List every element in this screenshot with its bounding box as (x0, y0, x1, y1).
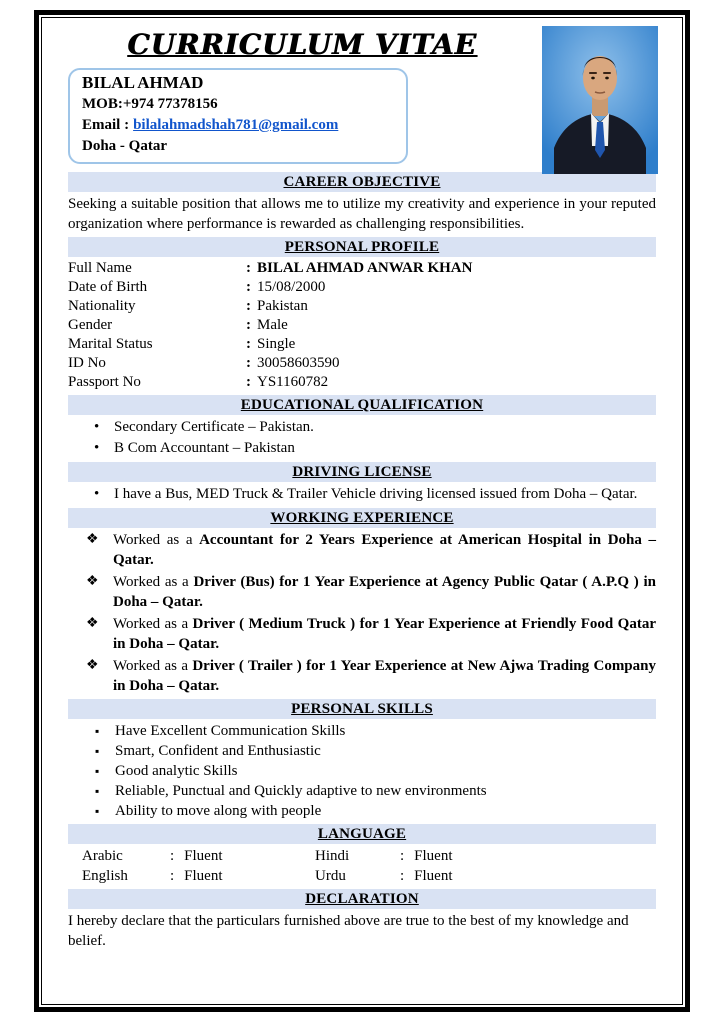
section-header-language (68, 824, 656, 844)
experience-item (68, 656, 656, 696)
skill-text: Good analytic Skills (115, 763, 238, 779)
profile-value: : Single (246, 336, 296, 352)
driving-license-list (68, 484, 656, 505)
section-header-personal-skills (68, 699, 656, 719)
skill-item (68, 761, 656, 781)
email-label: Email : (82, 117, 130, 133)
skills-list (68, 721, 656, 821)
experience-text: Worked as a Driver ( Medium Truck ) for 1 Year Experience at Friendly Food Qatar in Doha – Qatar. (113, 616, 656, 652)
page-frame (34, 10, 690, 1012)
square-bullet-icon: ▪ (95, 804, 100, 818)
email-link[interactable]: bilalahmadshah781@gmail.com (133, 117, 339, 133)
language-name: Hindi (315, 848, 350, 864)
skill-item (68, 721, 656, 741)
education-item (68, 417, 656, 438)
section-header-career-objective (68, 172, 656, 192)
language-row (68, 866, 656, 886)
profile-value: : 15/08/2000 (246, 279, 326, 295)
experience-text: Worked as a Driver ( Trailer ) for 1 Year Experience at New Ajwa Trading Company in Doha – Qatar. (113, 658, 656, 694)
profile-row (68, 297, 656, 316)
language-name: Arabic (82, 848, 123, 864)
profile-label: Marital Status (68, 336, 153, 352)
profile-row (68, 354, 656, 373)
section-title: PERSONAL PROFILE (284, 239, 440, 255)
skill-item (68, 741, 656, 761)
driving-license-item (68, 484, 656, 505)
personal-profile-table (68, 259, 656, 392)
skill-text: Smart, Confident and Enthusiastic (115, 743, 321, 759)
skill-item (68, 781, 656, 801)
diamond-bullet-icon: ❖ (86, 574, 99, 589)
section-title: EDUCATIONAL QUALIFICATION (240, 397, 484, 413)
page-title: CURRICULUM VITAE (127, 28, 477, 61)
language-level: : Fluent (170, 848, 223, 864)
experience-text: Worked as a Accountant for 2 Years Experience at American Hospital in Doha – Qatar. (113, 532, 656, 568)
section-title: CAREER OBJECTIVE (283, 174, 441, 190)
profile-value: : Male (246, 317, 288, 333)
diamond-bullet-icon: ❖ (86, 658, 99, 673)
profile-row (68, 373, 656, 392)
mobile-label: MOB: (82, 96, 123, 112)
contact-mobile (82, 94, 394, 115)
education-text: B Com Accountant – Pakistan (114, 440, 295, 456)
skill-text: Ability to move along with people (115, 803, 322, 819)
square-bullet-icon: ▪ (95, 784, 100, 798)
square-bullet-icon: ▪ (95, 764, 100, 778)
applicant-photo (542, 26, 658, 174)
profile-label: Nationality (68, 298, 136, 314)
section-title: DRIVING LICENSE (292, 464, 432, 480)
section-header-driving-license (68, 462, 656, 482)
section-header-declaration (68, 889, 656, 909)
profile-label: Passport No (68, 374, 141, 390)
profile-label: ID No (68, 355, 106, 371)
profile-value: : Pakistan (246, 298, 308, 314)
experience-text: Worked as a Driver (Bus) for 1 Year Experience at Agency Public Qatar ( A.P.Q ) in Doha – Qatar. (113, 574, 656, 610)
driving-license-text: I have a Bus, MED Truck & Trailer Vehicle driving licensed issued from Doha – Qatar. (114, 486, 638, 502)
section-title: LANGUAGE (317, 826, 407, 842)
section-header-education (68, 395, 656, 415)
profile-label: Gender (68, 317, 113, 333)
profile-value: : YS1160782 (246, 374, 329, 390)
language-level: : Fluent (400, 848, 453, 864)
experience-list (68, 530, 656, 696)
education-text: Secondary Certificate – Pakistan. (114, 419, 314, 435)
experience-item (68, 572, 656, 612)
square-bullet-icon: ▪ (95, 724, 100, 738)
diamond-bullet-icon: ❖ (86, 616, 99, 631)
language-table (68, 846, 656, 886)
bullet-dot-icon: • (94, 486, 100, 502)
language-name: English (82, 868, 128, 884)
mobile-number: +974 77378156 (122, 96, 218, 112)
page-frame-inner (41, 17, 683, 1005)
skill-text: Reliable, Punctual and Quickly adaptive to new environments (115, 783, 487, 799)
profile-value: : BILAL AHMAD ANWAR KHAN (246, 260, 473, 276)
skill-text: Have Excellent Communication Skills (115, 723, 346, 739)
profile-label: Full Name (68, 260, 132, 276)
bullet-dot-icon: • (94, 440, 100, 456)
portrait-illustration (542, 26, 658, 174)
bullet-dot-icon: • (94, 419, 100, 435)
section-title: WORKING EXPERIENCE (270, 510, 454, 526)
language-name: Urdu (315, 868, 346, 884)
profile-row (68, 335, 656, 354)
diamond-bullet-icon: ❖ (86, 532, 99, 547)
declaration-text: I hereby declare that the particulars furnished above are true to the best of my knowledge and belief. (68, 913, 629, 949)
career-objective-text: Seeking a suitable position that allows me to utilize my creativity and experience in your reputed organization where performance is rewarded as challenging responsibilities. (68, 196, 656, 232)
section-title: DECLARATION (305, 891, 419, 907)
experience-item (68, 614, 656, 654)
experience-item (68, 530, 656, 570)
section-title: PERSONAL SKILLS (291, 701, 433, 717)
education-item (68, 438, 656, 459)
contact-location: Doha - Qatar (82, 138, 167, 154)
contact-email (82, 115, 394, 136)
profile-label: Date of Birth (68, 279, 148, 295)
language-level: : Fluent (170, 868, 223, 884)
language-row (68, 846, 656, 866)
section-header-personal-profile (68, 237, 656, 257)
square-bullet-icon: ▪ (95, 744, 100, 758)
profile-row (68, 259, 656, 278)
section-header-working-experience (68, 508, 656, 528)
profile-value: : 30058603590 (246, 355, 340, 371)
education-list (68, 417, 656, 459)
language-level: : Fluent (400, 868, 453, 884)
profile-row (68, 316, 656, 335)
profile-row (68, 278, 656, 297)
contact-name: BILAL AHMAD (82, 73, 204, 92)
skill-item (68, 801, 656, 821)
contact-card (68, 68, 408, 164)
